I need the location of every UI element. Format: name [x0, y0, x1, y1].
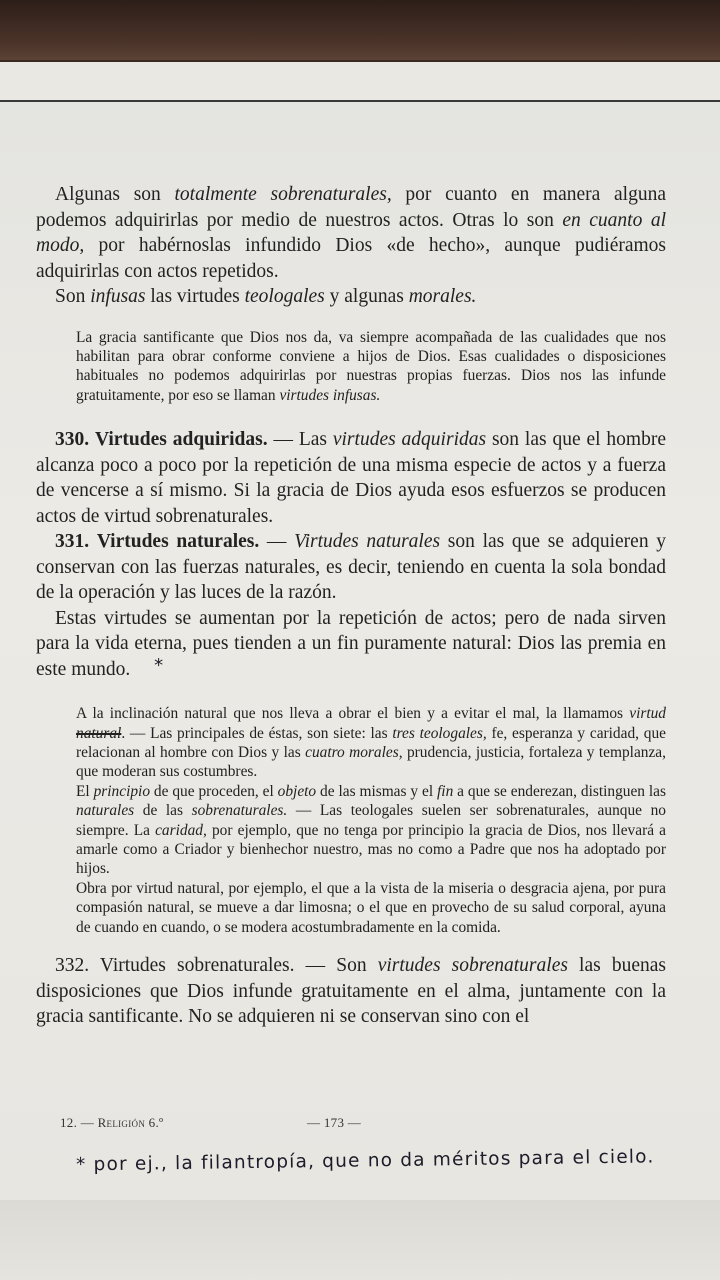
text-run: — Son [294, 955, 378, 976]
italic-text: morales. [408, 286, 477, 307]
handwritten-text: por ej., la filantropía, que no da méritos para el cielo. [86, 1146, 655, 1176]
italic-text: virtud [629, 705, 666, 723]
text-run: Estas virtudes se aumentan por la repetición de actos; pero de nada sirven para la vida eterna, pues tienden a un fin puramente natural: Dios las premia en este mundo. [36, 607, 666, 680]
text-run: El [76, 782, 94, 800]
section-number: 330. [55, 429, 90, 451]
handwritten-asterisk: * [75, 1154, 87, 1176]
italic-text: cuatro morales, [305, 743, 403, 761]
text-run: — [259, 531, 295, 553]
section-330 [36, 427, 666, 529]
italic-text: virtudes sobrenaturales [377, 955, 568, 976]
text-run: por ejemplo, que no tenga por principio la gracia de Dios, nos llevará a amarle como a Criador y bienhechor nuestro, mas no como a Padre que nos ha adoptado por hijos. [76, 821, 666, 878]
text-run: son las que el hombre alcanza poco a poco por la repetición de una misma especie de actos y a fuerza de vencerse a sí mismo. Si la gracia de Dios ayuda esos esfuerzos se producen actos de virtud sobrenaturales. [36, 429, 666, 527]
section-heading: Virtudes adquiridas. [95, 429, 268, 451]
italic-text: virtudes infusas. [279, 386, 381, 404]
book-page [0, 100, 720, 1205]
note-gracia-santificante [76, 328, 666, 406]
desk-background-top [0, 0, 720, 60]
text-run: son las que se adquieren y conservan con las fuerzas naturales, es decir, teniendo en cuenta la sola bondad de la operación y las luces de la razón. [36, 531, 667, 604]
text-run: — Las teologales suelen ser sobrenaturales, aunque no siempre. La [76, 802, 666, 839]
text-run: A la inclinación natural que nos lleva a obrar el bien y a evitar el mal, la llamamos [76, 705, 630, 723]
page-number: — 173 — [307, 1115, 362, 1130]
italic-text: principio [93, 782, 151, 800]
text-run: prudencia, justicia, fortaleza y templanza, que moderan sus costumbres. [76, 743, 666, 781]
text-run: las buenas disposiciones que Dios infunde gratuitamente en el alma, juntamente con la gracia santificante. No se adquieren ni se conservan sino con el [36, 955, 666, 1027]
paragraph-premia [36, 606, 666, 683]
text-run: a que se enderezan, distinguen las [453, 782, 666, 800]
section-number: 332. [55, 955, 90, 976]
text-run: de las mismas y el [316, 782, 438, 800]
section-number: 331. [55, 531, 90, 553]
italic-text: totalmente sobrenaturales, [174, 184, 392, 205]
text-run: y algunas [324, 286, 409, 307]
handwritten-annotation [76, 1146, 716, 1176]
italic-text: caridad, [155, 821, 207, 839]
italic-text: tres teologales, [392, 724, 487, 742]
underlying-page-edge [0, 62, 720, 104]
italic-text: objeto [277, 782, 317, 800]
note-virtud-natural [76, 704, 666, 937]
italic-text: infusas [90, 286, 146, 307]
text-run: de las [134, 802, 192, 820]
italic-text: teologales [244, 286, 325, 307]
text-run: fe, esperanza y caridad, que relacionan al hombre con Dios y las [76, 724, 666, 761]
paper-stack-bottom [0, 1200, 720, 1280]
text-run: por cuanto en manera alguna podemos adquirirlas por medio de nuestros actos. Otras lo son [36, 184, 666, 231]
paragraph-infusas [36, 284, 666, 310]
struck-through-word: natural [76, 724, 122, 742]
section-heading: Virtudes sobrenaturales. [99, 955, 295, 976]
text-run: Son [55, 286, 91, 307]
italic-text: fin [437, 782, 454, 800]
italic-text: Virtudes naturales [294, 531, 441, 553]
italic-text: naturales [76, 802, 135, 820]
text-run: Obra por virtud natural, por ejemplo, el que a la vista de la miseria o desgracia ajena, por pura compasión natural, se mueve a dar limosna; o el que en provecho de su salud corporal, ayuna de cuando en cuando, o se modera acostumbradamente en la comida. [76, 879, 666, 936]
footer-label: Religión 6.º [97, 1115, 164, 1130]
footer-number: 12. — [60, 1115, 98, 1130]
italic-text: virtudes adquiridas [332, 429, 487, 451]
paragraph-intro [36, 182, 666, 284]
footer-signature [60, 1115, 163, 1131]
section-332 [36, 953, 666, 1030]
text-run: . — Las principales de éstas, son siete: las [121, 724, 393, 742]
text-run: las virtudes [145, 286, 245, 307]
text-run: La gracia santificante que Dios nos da, va siempre acompañada de las cualidades que nos habilitan para obrar conforme conviene a hijos de Dios. Esas cualidades o disposiciones habituales no podemos adquirirlas por nuestras propias fuerzas. Dios nos las infunde gratuitamente, por eso se llaman [76, 328, 666, 404]
section-heading: Virtudes naturales. [96, 531, 260, 553]
handwritten-asterisk: * [154, 654, 164, 676]
italic-text: sobrenaturales. [191, 802, 288, 820]
text-run: — Las [267, 429, 333, 451]
text-run: de que proceden, el [150, 782, 278, 800]
text-run: por habérnoslas infundido Dios «de hecho», aunque pudiéramos adquirirlas con actos repetidos. [36, 235, 666, 282]
section-331 [36, 529, 666, 606]
page-content [36, 182, 666, 1030]
text-run: Algunas son [55, 184, 175, 205]
italic-text: en cuanto al modo, [36, 209, 666, 256]
